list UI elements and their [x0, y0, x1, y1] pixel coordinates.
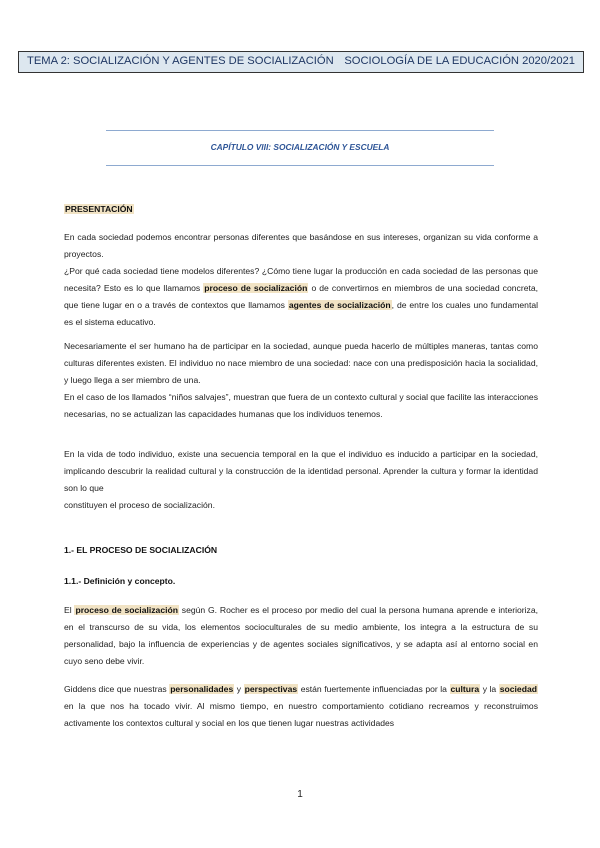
paragraph-temporal-sequence: [64, 446, 538, 514]
section-heading-1-1: 1.1.- Definición y concepto.: [64, 576, 176, 586]
key-term: cultura: [450, 684, 480, 694]
paragraph-text: Giddens dice que nuestras: [64, 684, 167, 694]
paragraph-text: según G. Rocher es el proceso por medio del cual la persona humana aprende e interioriza, en el transcurso de su vida, los elementos socioculturales de su medio ambiente, los integra a la estructura de su personalidad, bajo la influencia de experiencias y de agentes sociales significativos, y se adapta así al entorno social en cuyo seno debe vivir.: [64, 605, 539, 666]
paragraph-text: o de convertirnos en miembros de una sociedad concreta, que tiene lugar en o a través de contextos que llamamos: [64, 283, 539, 310]
paragraph-text: En cada sociedad podemos encontrar personas diferentes que basándose en sus intereses, organizan su vida conforme a proyectos.: [64, 232, 538, 259]
page-number: 1: [297, 789, 303, 800]
paragraph-text: están fuertemente influenciadas por la: [300, 684, 447, 694]
paragraph-text: y la: [482, 684, 497, 694]
paragraph-text: y: [236, 684, 242, 694]
paragraph-giddens: [64, 681, 538, 732]
key-term: sociedad: [499, 684, 537, 694]
paragraph-text: en la que nos ha tocado vivir. Al mismo tiempo, en nuestro comportamiento cotidiano recreamos y reconstruimos activamente los contextos cultural y social en los que tienen lugar nuestras actividades: [64, 701, 538, 728]
paragraph-text: constituyen el proceso de socialización.: [64, 500, 215, 510]
key-term: agentes de socialización: [288, 300, 391, 310]
key-term: proceso de socialización: [204, 283, 308, 293]
paragraph-text: , de entre los cuales uno fundamental es el sistema educativo.: [64, 300, 539, 327]
paragraph-text: En el caso de los llamados “niños salvajes”, muestran que fuera de un contexto cultural y social que facilite las interacciones necesarias, no se actualizan las capacidades humanas que los individuos tenemos.: [64, 392, 538, 419]
running-header: [18, 51, 584, 73]
header-course: SOCIOLOGÍA DE LA EDUCACIÓN 2020/2021: [344, 55, 575, 67]
chapter-title: CAPÍTULO VIII: SOCIALIZACIÓN Y ESCUELA: [210, 142, 390, 152]
paragraph-text: Necesariamente el ser humano ha de participar en la sociedad, aunque pueda hacerlo de múltiples maneras, tantas como culturas diferentes existen. El individuo no nace miembro de una sociedad: nace con una predisposición hacia la socialidad, y luego llega a ser miembro de una.: [64, 341, 538, 385]
paragraph-text: ¿Por qué cada sociedad tiene modelos diferentes? ¿Cómo tiene lugar la producción en cada sociedad de las personas que necesita? Esto es lo que llamamos: [64, 266, 538, 293]
section-heading-presentacion: [64, 204, 134, 214]
chapter-rule-bottom: [106, 165, 494, 166]
paragraph-text: En la vida de todo individuo, existe una secuencia temporal en la que el individuo es inducido a participar en la sociedad, implicando descubrir la realidad cultural y la construcción de la identidad personal. Aprender la cultura y formar la identidad son lo que: [64, 449, 538, 493]
key-term: personalidades: [170, 684, 234, 694]
key-term: proceso de socialización: [75, 605, 178, 615]
paragraph-text: El: [64, 605, 72, 615]
chapter-rule-top: [106, 130, 494, 131]
section-heading-text: PRESENTACIÓN: [65, 204, 133, 214]
paragraph-human-nature: [64, 338, 538, 423]
key-term: perspectivas: [244, 684, 298, 694]
section-heading-1: 1.- EL PROCESO DE SOCIALIZACIÓN: [64, 545, 218, 555]
paragraph-intro: [64, 229, 538, 331]
paragraph-definition: [64, 602, 538, 670]
header-topic: TEMA 2: SOCIALIZACIÓN Y AGENTES DE SOCIALIZACIÓN: [27, 55, 334, 67]
